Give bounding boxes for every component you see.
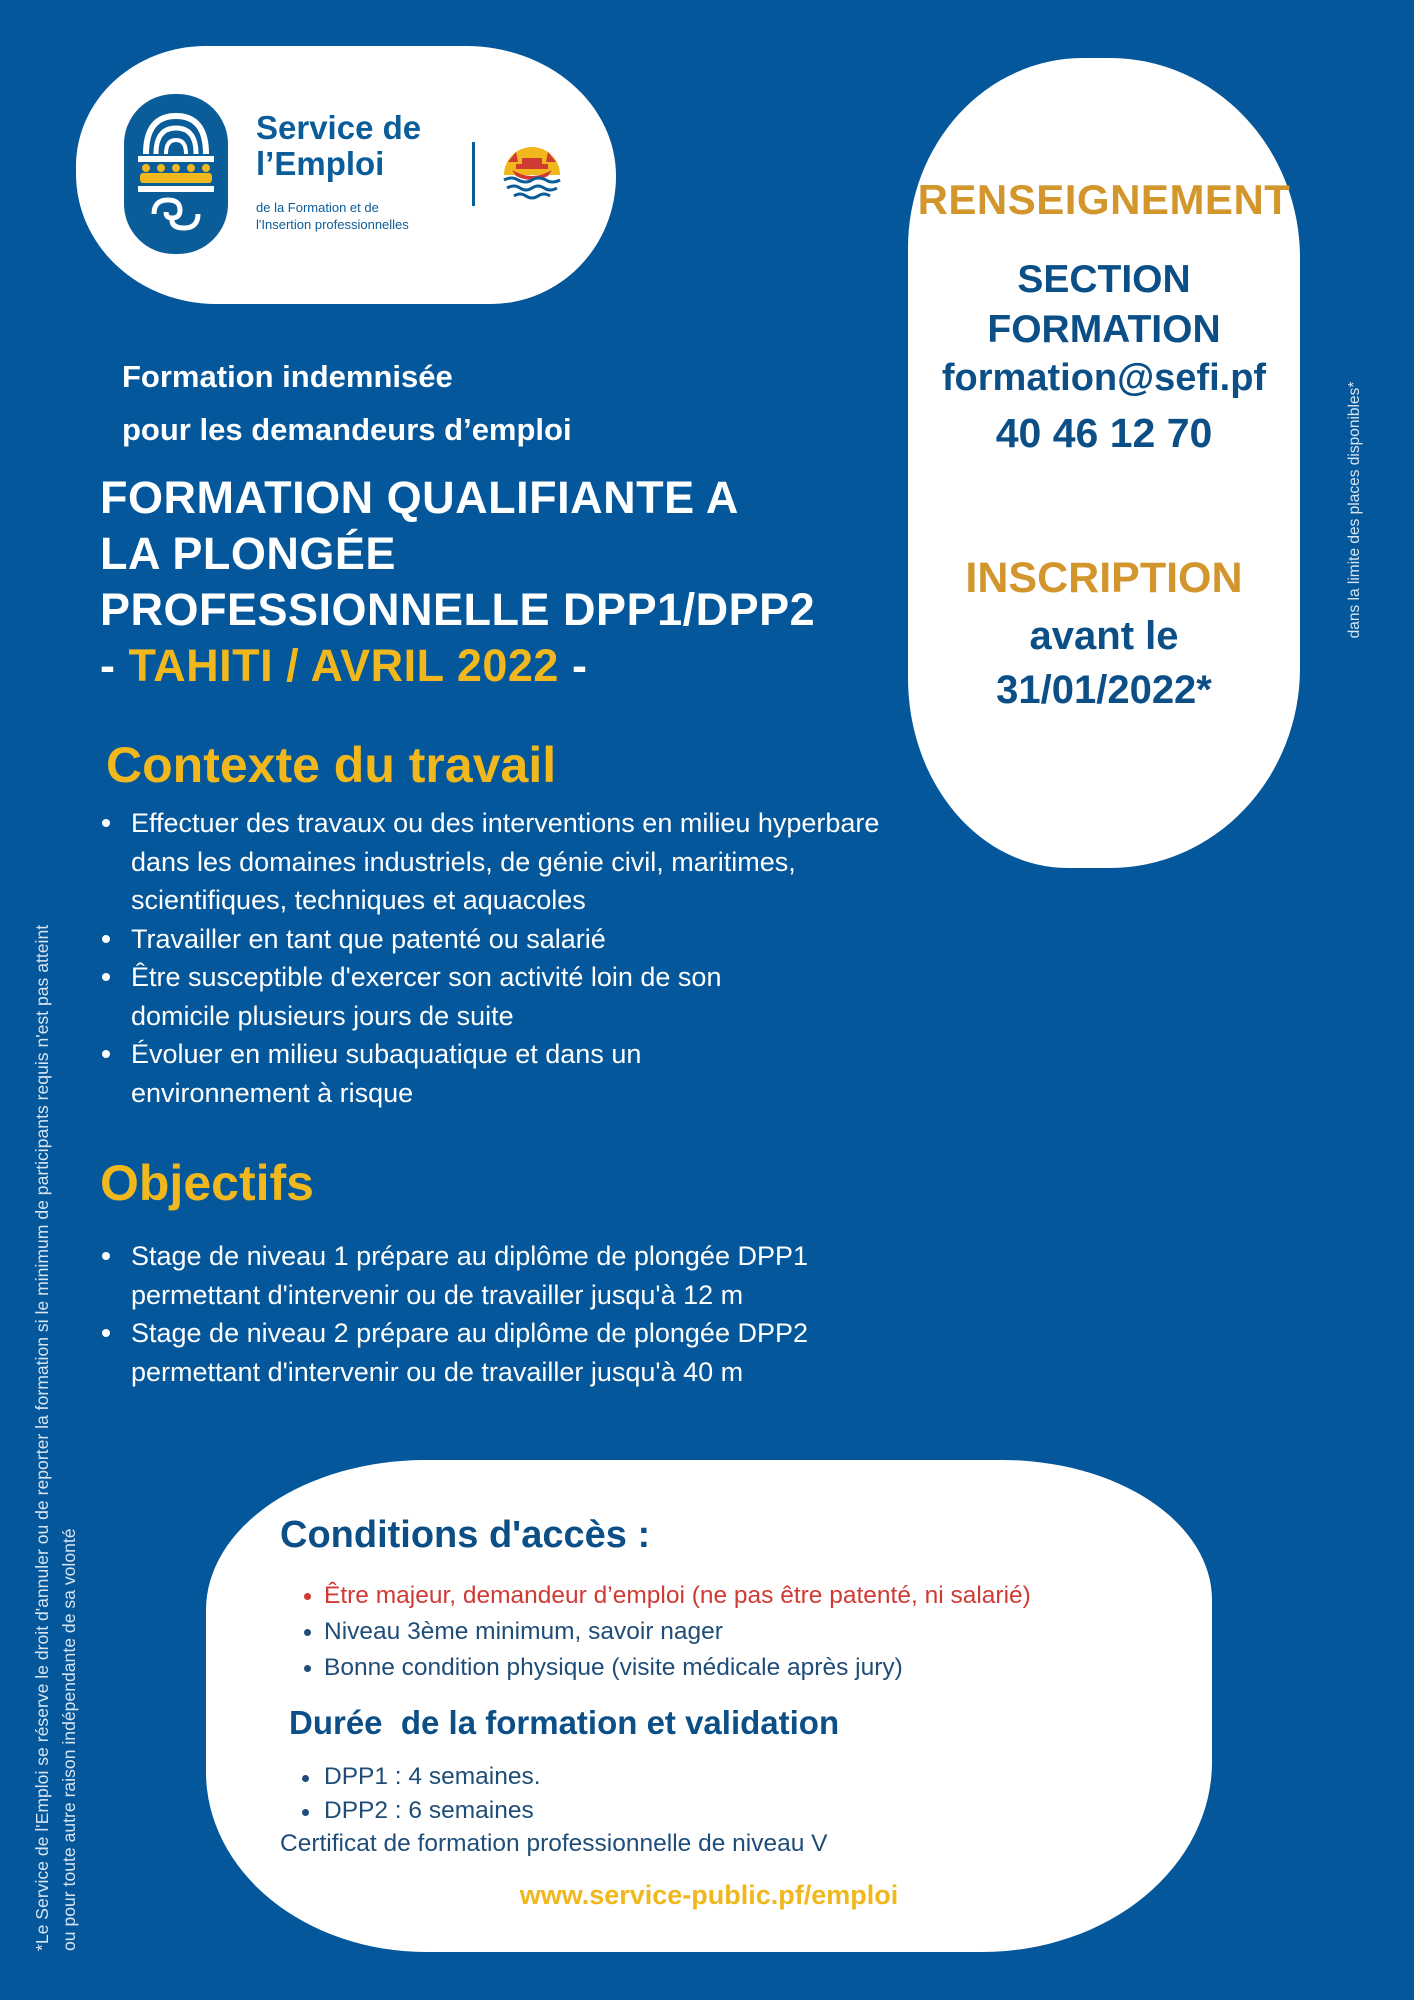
main-title xyxy=(100,470,900,694)
subtitle-line2: pour les demandeurs d’emploi xyxy=(122,412,572,447)
list-item: Bonne condition physique (visite médicale après jury) xyxy=(300,1650,1031,1686)
website-link[interactable]: www.service-public.pf/emploi xyxy=(519,1880,899,1910)
logo-name: Service de l’Emploi xyxy=(256,109,422,182)
list-item: Travailler en tant que patenté ou salarié xyxy=(100,920,920,959)
duration-title: Durée de la formation et validation xyxy=(289,1704,840,1741)
info-section-line2: FORMATION xyxy=(987,308,1221,351)
main-title-line2: LA PLONGÉE xyxy=(100,528,396,579)
list-item: Effectuer des travaux ou des interventions en milieu hyperbare dans les domaines industriels, de génie civil, maritimes, scientifiques, techniques et aquacoles xyxy=(100,804,920,920)
info-heading: RENSEIGNEMENT xyxy=(917,176,1291,223)
french-polynesia-seal-icon xyxy=(498,140,566,214)
objectives-title: Objectifs xyxy=(100,1155,314,1211)
main-title-line1: FORMATION QUALIFIANTE A xyxy=(100,472,739,523)
list-item: Être majeur, demandeur d’emploi (ne pas être patenté, ni salarié) xyxy=(300,1578,1031,1614)
conditions-title: Conditions d'accès : xyxy=(280,1514,651,1556)
main-title-location-date: TAHITI / AVRIL 2022 xyxy=(128,640,559,691)
list-item: Stage de niveau 2 prépare au diplôme de plongée DPP2 permettant d'intervenir ou de travailler jusqu'à 40 m xyxy=(100,1314,920,1391)
list-item: Niveau 3ème minimum, savoir nager xyxy=(300,1614,1031,1650)
list-item: Évoluer en milieu subaquatique et dans un environnement à risque xyxy=(100,1035,920,1112)
info-email-link[interactable]: formation@sefi.pf xyxy=(941,357,1267,399)
side-note-right xyxy=(1345,337,1365,683)
logo-divider xyxy=(472,142,475,206)
inscription-heading: INSCRIPTION xyxy=(965,554,1243,602)
certificate-text: Certificat de formation professionnelle de niveau V xyxy=(280,1830,828,1857)
side-note-left-text: *Le Service de l'Emploi se réserve le droit d'annuler ou de reporter la formation si le minimum de participants requis n'est pas atteint ou pour toute autre raison indépendante de sa volonté xyxy=(32,924,79,1951)
list-item: Stage de niveau 1 prépare au diplôme de plongée DPP1 permettant d'intervenir ou de travailler jusqu'à 12 m xyxy=(100,1237,920,1314)
main-title-prefix: - xyxy=(100,640,129,691)
conditions-list xyxy=(300,1578,1031,1686)
main-title-line3: PROFESSIONNELLE DPP1/DPP2 xyxy=(100,584,816,635)
duration-list xyxy=(298,1760,541,1828)
list-item: DPP2 : 6 semaines xyxy=(298,1794,541,1828)
subtitle-line1: Formation indemnisée xyxy=(122,359,453,394)
main-title-line4 xyxy=(100,638,900,694)
objectives-list xyxy=(100,1237,920,1391)
context-title: Contexte du travail xyxy=(106,737,557,793)
side-note-left xyxy=(30,633,82,1951)
side-note-right-text: dans la limite des places disponibles* xyxy=(1346,381,1363,639)
list-item: DPP1 : 4 semaines. xyxy=(298,1760,541,1794)
inscription-line1: avant le xyxy=(1029,614,1179,658)
inscription-deadline: 31/01/2022* xyxy=(996,668,1212,712)
logo-subtitle: de la Formation et de l'Insertion professionnelles xyxy=(256,200,409,232)
main-title-suffix: - xyxy=(558,640,588,691)
info-phone-link[interactable]: 40 46 12 70 xyxy=(995,410,1213,456)
info-section-line1: SECTION xyxy=(1017,258,1191,301)
list-item: Être susceptible d'exercer son activité loin de son domicile plusieurs jours de suite xyxy=(100,958,920,1035)
subtitle xyxy=(122,350,762,456)
context-list xyxy=(100,804,920,1112)
sefi-emblem-icon xyxy=(124,94,228,254)
